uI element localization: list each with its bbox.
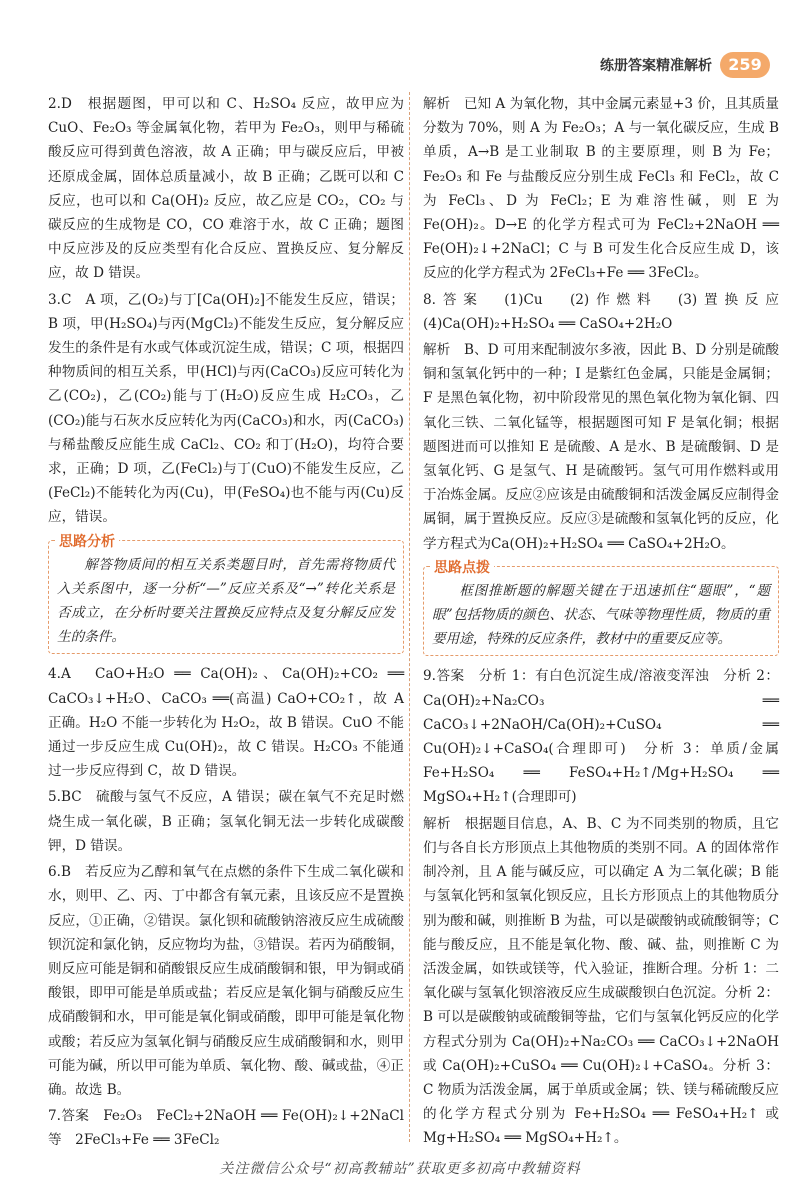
hint-box-text: 框图推断题的解题关键在于迅速抓住“题眼”，“题眼”包括物质的颜色、状态、气味等物理性质，物质的重要用途，特殊的反应条件，教材中的重要反应等。 xyxy=(432,582,770,648)
answer-q7: 7.答案 Fe₂O₃ FeCl₂+2NaOH ══ Fe(OH)₂↓+2NaCl 等 2FeCl₃+Fe ══ 3FeCl₂ xyxy=(48,1108,418,1149)
answer-q8: 8.答案 (1)Cu (2)作燃料 (3)置换反应 (4)Ca(OH)₂+H₂SO₄ ══ CaSO₄+2H₂O xyxy=(423,291,793,332)
answer-q3: 3.C A 项，乙(O₂)与丁[Ca(OH)₂]不能发生反应，错误；B 项，甲(H₂SO₄)与丙(MgCl₂)不能发生反应，复分解反应发生的条件是有水或气体或沉淀生成，错误；C 项，根据四种物质间的相互关系，甲(HCl)与丙(CaCO₃)反应可转化为乙(CO₂)，乙(CO₂)能与丁(H₂O)反应生成 H₂CO₃，乙(CO₂)能与石灰水反应转化为丙(CaCO₃)和水，丙(CaCO₃)与稀盐酸反应能生成 CaCl₂、CO₂ 和丁(H₂O)，均符合要求，正确；D 项，乙(FeCl₂)与丁(CuO)不能发生反应，乙(FeCl₂)不能转化为丙(Cu)，甲(FeSO₄)也不能与丙(Cu)反应，错误。 xyxy=(48,291,404,526)
answer-q6: 6.B 若反应为乙醇和氧气在点燃的条件下生成二氧化碳和水，则甲、乙、丙、丁中都含有氧元素，且该反应不是置换反应，①正确，②错误。氯化钡和硫酸钠溶液反应生成硫酸钡沉淀和氯化钠，反应物均为盐，③错误。若丙为硝酸铜，则反应可能是铜和硝酸银反应生成硝酸铜和银，甲为铜或硝酸银，即甲可能是单质或盐；若反应是氧化铜与硝酸反应生成硝酸铜和水，甲可能是氧化铜或硝酸，即甲可能是氧化物或酸；若反应为氢氧化铜与硝酸反应生成硝酸铜和水，则甲可能为碱，所以甲可能为单质、氧化物、酸、碱或盐，④正确。故选 B。 xyxy=(48,864,404,1098)
right-column xyxy=(423,92,793,1153)
analysis-q9: 解析 根据题目信息，A、B、C 为不同类别的物质，且它们与各自长方形顶点上其他物质的类别不同。A 的固体常作制冷剂，且 A 能与碱反应，可以确定 A 为二氧化碳；B 能与氢氧化钙和氢氧化钡反应，且长方形顶点上的其他物质分别为酸和碱，则推断 B 为盐，可以是碳酸钠或硫酸铜等；C 能与酸反应，且不能是氧化物、酸、碱、盐，则推断 C 为活泼金属，如铁或镁等，代入验证，推断合理。分析 1：二氧化碳与氢氧化钡溶液反应生成碳酸钡白色沉淀。分析 2：B 可以是碳酸钠或硫酸铜等盐，它们与氢氧化钙反应的化学方程式分别为 Ca(OH)₂+Na₂CO₃ ══ CaCO₃↓+2NaOH 或 Ca(OH)₂+CuSO₄ ══ Cu(OH)₂↓+CaSO₄。分析 3：C 物质为活泼金属，属于单质或金属；铁、镁与稀硫酸反应的化学方程式分别为 Fe+H₂SO₄ ══ FeSO₄+H₂↑ 或 Mg+H₂SO₄ ══ MgSO₄+H₂↑。 xyxy=(423,815,779,1147)
hint-box-title: 思路点拨 xyxy=(430,556,494,580)
answer-q2: 2.D 根据题图，甲可以和 C、H₂SO₄ 反应，故甲应为 CuO、Fe₂O₃ 等金属氧化物，若甲为 Fe₂O₃，则甲与稀硫酸反应可得到黄色溶液，故 A 正确；甲与碳反应后，甲被还原成金属，固体总质量减小，故 B 正确；乙既可以和 C 反应，也可以和 Ca(OH)₂ 反应，故乙应是 CO₂，CO₂ 与碳反应的生成物是 CO，CO 难溶于水，故 C 正确；题图中反应涉及的反应类型有化合反应、置换反应、复分解反应，故 D 错误。 xyxy=(48,96,404,282)
left-column xyxy=(48,92,418,1155)
analysis-q7: 解析 已知 A 为氧化物，其中金属元素显+3 价，且其质量分数为 70%，则 A 为 Fe₂O₃；A 与一氧化碳反应，生成 B 单质，A→B 是工业制取 B 的主要原理，则 B 为 Fe；Fe₂O₃ 和 Fe 与盐酸反应分别生成 FeCl₃ 和 FeCl₂，故 C 为 FeCl₃、D 为 FeCl₂；E 为难溶性碱，则 E 为 Fe(OH)₂。D→E 的化学方程式可为 FeCl₂+2NaOH ══ Fe(OH)₂↓+2NaCl；C 与 B 可发生化合反应生成 D，该反应的化学方程式为 2FeCl₃+Fe ══ 3FeCl₂。 xyxy=(423,96,779,282)
column-divider xyxy=(409,92,410,1142)
answer-q9: 9.答案 分析 1：有白色沉淀生成/溶液变浑浊 分析 2：Ca(OH)₂+Na₂CO₃ ══ CaCO₃↓+2NaOH/Ca(OH)₂+CuSO₄ ══ Cu(OH)₂↓+CaSO₄(合理即可) 分析 3：单质/金属 Fe+H₂SO₄ ══ FeSO₄+H₂↑/Mg+H₂SO₄ ══ MgSO₄+H₂↑(合理即可) xyxy=(423,668,793,806)
page-header xyxy=(560,52,770,80)
answer-q4: 4.A CaO+H₂O ══ Ca(OH)₂、Ca(OH)₂+CO₂ ══ CaCO₃↓+H₂O、CaCO₃ ══(高温) CaO+CO₂↑，故 A 正确。H₂O 不能一步转化为 H₂O₂，故 B 错误。CuO 不能通过一步反应生成 Cu(OH)₂，故 C 错误。H₂CO₃ 不能通过一步反应得到 C，故 D 错误。 xyxy=(48,666,404,780)
header-title: 练册答案精准解析 xyxy=(600,58,712,74)
hint-box-right xyxy=(423,559,779,657)
analysis-q8: 解析 B、D 可用来配制波尔多液，因此 B、D 分别是硫酸铜和氢氧化钙中的一种；I 是紫红色金属，只能是金属铜；F 是黑色氧化物，初中阶段常见的黑色氧化物为氧化铜、四氧化三铁、二氧化锰等，根据题图可知 F 是氧化铜；根据题图进而可以推知 E 是硫酸、A 是水、B 是硫酸铜、D 是氢氧化钙、G 是氢气、H 是硫酸钙。氢气可用作燃料或用于冶炼金属。反应②应该是由硫酸铜和活泼金属反应制得金属铜，属于置换反应。反应③是硫酸和氢氧化钙的反应，化学方程式为Ca(OH)₂+H₂SO₄ ══ CaSO₄+2H₂O。 xyxy=(423,342,779,552)
analysis-box-text: 解答物质间的相互关系类题目时，首先需将物质代入关系图中，逐一分析“—”反应关系及“→”转化关系是否成立，在分析时要关注置换反应特点及复分解反应发生的条件。 xyxy=(57,556,395,646)
footer-note: 关注微信公众号“初高教辅站”获取更多初高中教辅资料 xyxy=(219,1161,581,1177)
answer-q5: 5.BC 硫酸与氢气不反应，A 错误；碳在氧气不充足时燃烧生成一氧化碳，B 正确；氢氧化铜无法一步转化成碳酸钾，D 错误。 xyxy=(48,789,404,854)
analysis-box-left xyxy=(48,533,404,655)
page-number-badge: 259 xyxy=(720,52,770,78)
analysis-box-title: 思路分析 xyxy=(55,530,119,554)
